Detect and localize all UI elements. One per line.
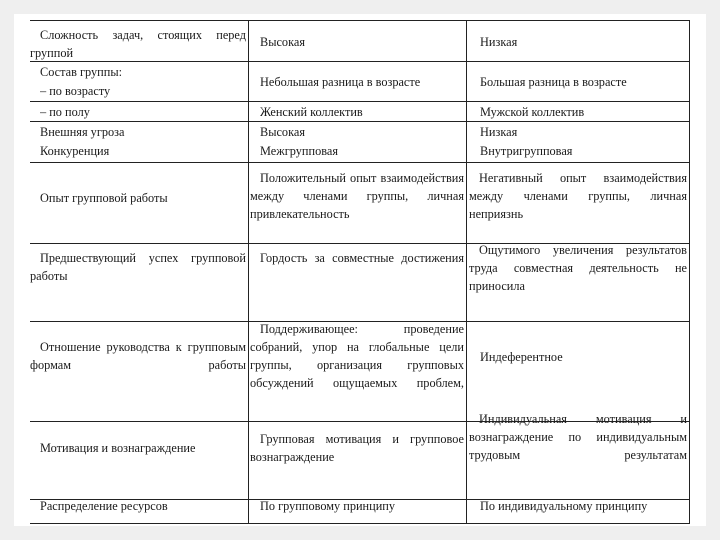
high-cohesion-cell: Небольшая разница в возрасте bbox=[260, 75, 421, 89]
row-divider bbox=[30, 101, 690, 102]
factor-cell: Мотивация и вознаграждение bbox=[40, 441, 196, 455]
factor-cell: Распределение ресурсов bbox=[40, 499, 168, 513]
factor-cell: – по возрасту bbox=[40, 84, 111, 98]
low-cohesion-cell: Индеферентное bbox=[480, 350, 563, 364]
high-cohesion-cell: Высокая bbox=[260, 35, 305, 49]
low-cohesion-cell: Негативный опыт взаимодействия между членами группы, личная неприязнь bbox=[469, 171, 687, 221]
low-cohesion-cell: Внутригрупповая bbox=[480, 144, 573, 158]
low-cohesion-cell: Большая разница в возрасте bbox=[480, 75, 627, 89]
high-cohesion-cell: Высокая bbox=[260, 125, 305, 139]
factor-cell: Внешняя угроза bbox=[40, 125, 125, 139]
factor-cell: Отношение руководства к групповым формам работы bbox=[30, 340, 246, 372]
factor-cell: Конкуренция bbox=[40, 144, 110, 158]
low-cohesion-cell: Низкая bbox=[480, 35, 518, 49]
low-cohesion-cell: Ощутимого увеличения результатов труда совместная деятельность не приносила bbox=[469, 243, 687, 293]
factor-cell: Опыт групповой работы bbox=[40, 191, 168, 205]
low-cohesion-cell: По индивидуальному принципу bbox=[480, 499, 648, 513]
column-divider bbox=[466, 21, 467, 523]
factor-cell: Сложность задач, стоящих перед группой bbox=[30, 28, 246, 60]
high-cohesion-cell: По групповому принципу bbox=[260, 499, 396, 513]
factor-cell: Предшествующий успех групповой работы bbox=[30, 251, 246, 283]
high-cohesion-cell: Положительный опыт взаимодействия между членами группы, личная привлекательность bbox=[250, 171, 464, 221]
high-cohesion-cell: Гордость за совместные достижения bbox=[260, 251, 464, 265]
high-cohesion-cell: Групповая мотивация и групповое вознаграждение bbox=[250, 432, 464, 464]
low-cohesion-cell: Низкая bbox=[480, 125, 518, 139]
column-divider bbox=[689, 21, 690, 523]
factor-cell: Состав группы: bbox=[40, 65, 122, 79]
low-cohesion-cell: Мужской коллектив bbox=[480, 105, 585, 119]
column-divider bbox=[248, 21, 249, 523]
high-cohesion-cell: Женский коллектив bbox=[260, 105, 363, 119]
factor-cell: – по полу bbox=[40, 105, 90, 119]
high-cohesion-cell: Поддерживающее: проведение собраний, упор на глобальные цели группы, организация групповых обсуждений ощущаемых проблем, bbox=[250, 322, 464, 390]
row-divider bbox=[30, 121, 690, 122]
low-cohesion-cell: Индивидуальная мотивация и вознаграждение по индивидуальным трудовым результатам bbox=[469, 412, 687, 462]
high-cohesion-cell: Межгрупповая bbox=[260, 144, 338, 158]
row-divider bbox=[30, 162, 690, 163]
comparison-table bbox=[30, 20, 690, 524]
